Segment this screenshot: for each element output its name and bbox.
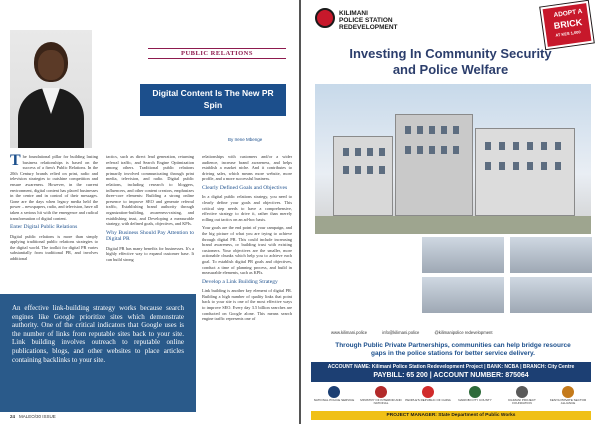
subheading: Why Business Should Pay Attention to Digital PR xyxy=(106,229,194,243)
paragraph: relationships with customers and/or a wider audience, increase brand awareness, and helps establish a market niche. And it contributes to driving sales, which means more website, more profile, and a more successful business. xyxy=(202,154,292,182)
paragraph: Your goals are the end point of your campaign, and the big picture of what you are trying to achieve through digital PR. This could include increasing brand awareness, or building trust with existing customers. Your objectives are the smaller, more actionable chunks which help you to achieve each goal. To establish digital PR goals and objectives, conduct a time of planning process, and build in measurable elements, such as KPIs. xyxy=(202,225,292,276)
article-title-box xyxy=(140,84,286,116)
partner-logos xyxy=(311,386,591,410)
adopt-a-brick-badge xyxy=(539,0,595,50)
contact-row xyxy=(331,330,600,338)
paybill-line: PAYBILL: 65 200 | ACCOUNT NUMBER: 875064 xyxy=(373,372,529,379)
partner-logo: KILIMANI PROJECT FOUNDATION xyxy=(499,386,545,410)
email-link[interactable]: info@kilimani.police xyxy=(382,330,420,335)
logo-line: POLICE STATION xyxy=(339,17,393,24)
interior-photo xyxy=(421,276,505,314)
pm-label: PROJECT MANAGER: xyxy=(386,413,437,418)
subheading: Enter Digital Public Relations xyxy=(10,224,78,231)
paragraph: In a digital public relations strategy, you need to clearly define your goals and objectives. This critical step needs to have a comprehensive, effective strategy to drive it, rather than merely rolling out tactics on an ad-hoc basis. xyxy=(202,194,292,222)
interior-photo xyxy=(509,236,593,274)
paragraph: Link building is another key element of digital PR. Building a high number of quality links that point back to your site is one of the most effective ways to improve SEO. Every day 3.5 billion searches are conducted on Google alone. This means search engine traffic represents one of xyxy=(202,288,292,322)
subheading: Clearly Defined Goals and Objectives xyxy=(202,184,288,191)
pull-quote-text: An effective link-building strategy works because search engines like Google prioritize sites which demonstrate authority. One of the critical indicators that Google uses is the number of links from reputable sites back to your site. Link building involves outreach to reputable online publications, blogs, and other websites to place articles containing backlinks to your site. xyxy=(12,304,184,364)
partner-logo: PEOPLE'S REPUBLIC OF CHINA xyxy=(405,386,451,410)
section-tag: PUBLIC RELATIONS xyxy=(148,48,286,59)
drop-cap: T xyxy=(10,152,21,169)
ad-headline xyxy=(301,46,600,78)
adopt-label: ADOPT A xyxy=(553,8,583,19)
headline-line: and Police Welfare xyxy=(392,62,509,77)
logo-line: REDEVELOPMENT xyxy=(339,24,398,31)
partner-logo: MINISTRY OF INTERIOR AND NATIONAL xyxy=(358,386,404,410)
brick-price: AT KES 1,000 xyxy=(555,29,581,38)
interior-photos xyxy=(421,234,593,314)
pm-value: State Department of Public Works xyxy=(438,413,516,418)
subheading: Develop a Link Building Strategy xyxy=(202,278,278,285)
article-column-3 xyxy=(202,154,292,404)
police-badge-icon xyxy=(315,8,335,28)
page-number: 24 xyxy=(10,414,16,419)
article-title: Digital Content Is The New PR Spin xyxy=(152,88,274,110)
paragraph: Digital public relations is more than simply applying traditional public relations strategies to the digital world. The toolkit for digital PR varies substantially from traditional PR, and involves additional xyxy=(10,233,98,261)
paragraph: Digital PR has many benefits for businesses. It's a highly effective way to expand customer base. It can build strong xyxy=(106,245,194,262)
message-line: gaps in the police stations for better service delivery. xyxy=(371,350,535,357)
account-name-line: ACCOUNT NAME: Kilimani Police Station Redevelopment Project | BANK: NCBA | BRANCH: City Centre xyxy=(327,364,575,370)
message-line: Through Public Private Partnerships, communities can help bridge resource xyxy=(335,342,571,349)
left-page xyxy=(0,0,299,424)
paragraph: tactics, such as direct lead generation, returning referral traffic, and Search Engine Optimization among others. Traditional public relations primarily involved communicating through print media, television, and radio. Digital public relations, including research to bloggers, influencers, and other content creators, emphasizes three-core elements: Building a strong online presence to improve SEO and generate referral traffic, Establishing brand authority through organization-building, awareness-raising, and establishing trust, and Developing a measurable strategy, with defined goals, objectives, and KPIs. xyxy=(106,154,194,227)
paragraph: he foundational pillar for building lasting business relationships is based on the success of a firm's Public Relations. In the 20th Century brands relied on print, radio and television strategies to outshine competition and ensure awareness. However, in the current environment, digital content has placed businesses in the centre and in control of their messages. Gone are the days when legacy media held the power – newspapers, radio, and television, have all taken a serious hit with the emergence and radical transformation of digital content. xyxy=(10,154,98,221)
pull-quote-box xyxy=(0,294,196,412)
brick-label: BRICK xyxy=(553,17,583,31)
partner-logo: KENYA PRIVATE SECTOR ALLIANCE xyxy=(545,386,591,410)
partner-logo: NATIONAL POLICE SERVICE xyxy=(311,386,357,410)
partner-logo: NAIROBI CITY COUNTY xyxy=(452,386,498,410)
project-manager-bar xyxy=(311,411,591,420)
article-column-2 xyxy=(106,154,194,312)
logo-line: KILIMANI xyxy=(339,10,368,17)
account-details-bar xyxy=(311,362,591,382)
interior-photo xyxy=(421,236,505,274)
interior-photo xyxy=(509,276,593,314)
issue-label: MALEO/30 ISSUE xyxy=(19,414,56,419)
author-portrait xyxy=(10,30,92,148)
right-page xyxy=(301,0,600,424)
social-handle[interactable]: @kilimanipolice redevelopment xyxy=(434,330,493,335)
ppp-message xyxy=(315,342,591,358)
website-link[interactable]: www.kilimani.police xyxy=(331,330,368,335)
article-byline: By Irene Mbenge xyxy=(228,137,263,142)
page-footer xyxy=(10,414,56,419)
headline-line: Investing In Community Security xyxy=(349,46,552,61)
building-rendering xyxy=(315,84,591,234)
project-logo xyxy=(315,8,465,30)
article-column-1 xyxy=(10,154,98,312)
